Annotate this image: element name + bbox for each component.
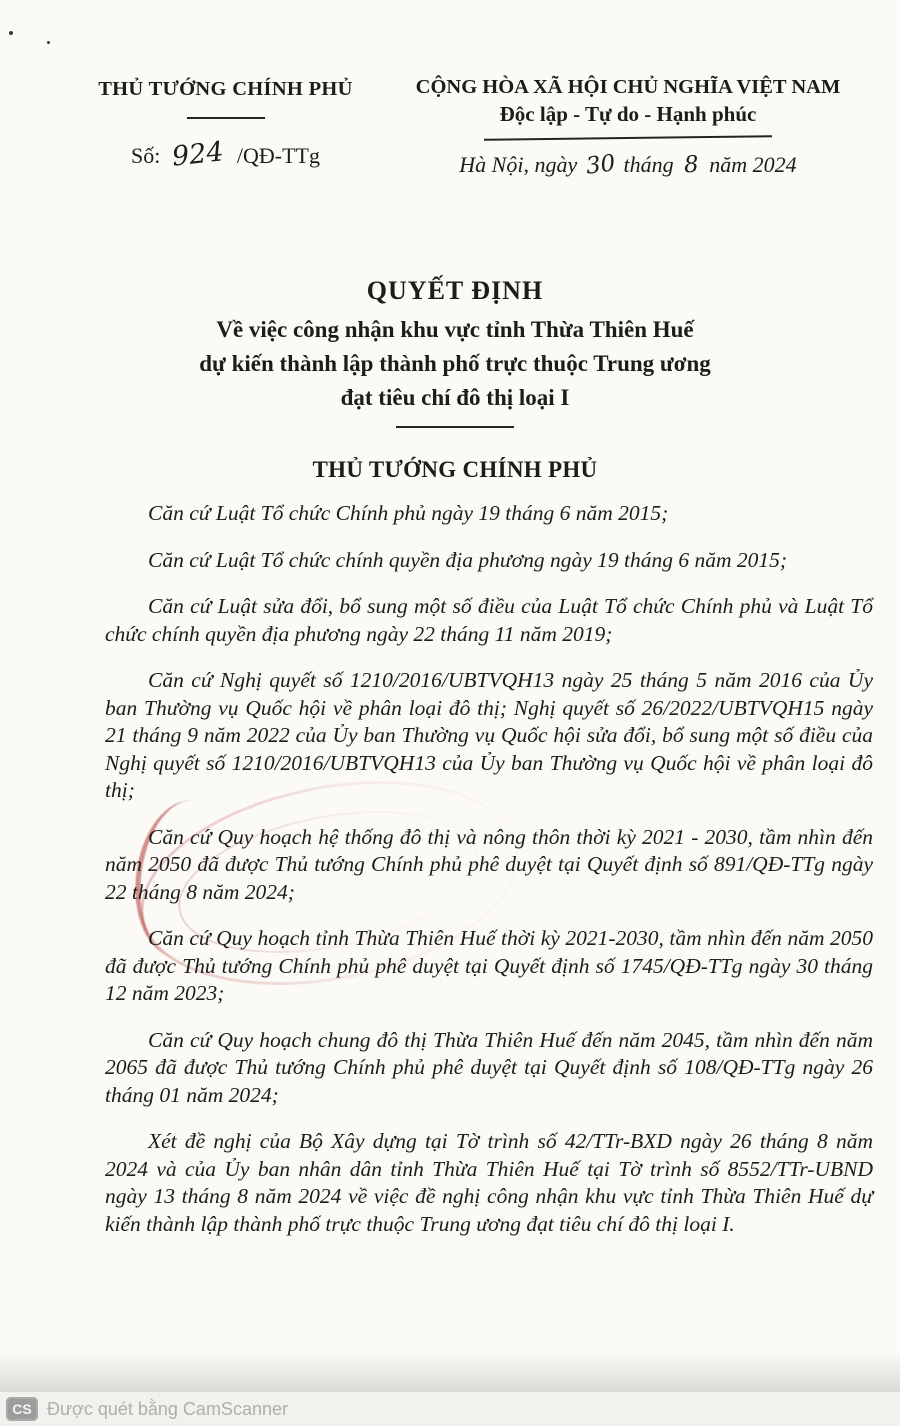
header-issuer-block xyxy=(58,78,393,173)
date-prefix: Hà Nội, ngày xyxy=(459,152,578,177)
issuing-authority-heading: THỦ TƯỚNG CHÍNH PHỦ xyxy=(312,457,598,482)
document-subject-line-2: dự kiến thành lập thành phố trực thuộc Trung ương xyxy=(199,351,711,376)
legal-basis-paragraph: Căn cứ Luật sửa đổi, bổ sung một số điều của Luật Tổ chức Chính phủ và Luật Tổ chức chính quyền địa phương ngày 22 tháng 11 năm 2019; xyxy=(105,594,873,646)
legal-basis-paragraph: Căn cứ Luật Tổ chức chính quyền địa phương ngày 19 tháng 6 năm 2015; xyxy=(148,547,788,572)
title-underline xyxy=(396,426,514,428)
scan-artifact-dot xyxy=(47,41,50,44)
legal-basis-paragraph: Căn cứ Quy hoạch hệ thống đô thị và nông thôn thời kỳ 2021 - 2030, tầm nhìn đến năm 2050 đã được Thủ tướng Chính phủ phê duyệt tại Quyết định số 891/QĐ-TTg ngày 22 tháng 8 năm 2024; xyxy=(105,824,873,904)
document-subject xyxy=(20,313,890,415)
document-type-heading: QUYẾT ĐỊNH xyxy=(366,276,544,305)
document-subject-line-1: Về việc công nhận khu vực tỉnh Thừa Thiên Huế xyxy=(216,317,694,342)
legal-basis-paragraph: Căn cứ Quy hoạch chung đô thị Thừa Thiên Huế đến năm 2045, tầm nhìn đến năm 2065 đã được Thủ tướng Chính phủ phê duyệt tại Quyết định số 108/QĐ-TTg ngày 26 tháng 01 năm 2024; xyxy=(105,1027,873,1107)
date-thang-label: tháng xyxy=(623,152,674,177)
national-motto: Độc lập - Tự do - Hạnh phúc xyxy=(499,102,757,126)
issuer-name: THỦ TƯỚNG CHÍNH PHỦ xyxy=(98,78,353,100)
camscanner-watermark-bar xyxy=(0,1392,900,1426)
motto-underline xyxy=(484,135,772,141)
date-month-handwritten: 8 xyxy=(683,151,700,179)
document-number-suffix: /QĐ-TTg xyxy=(236,143,320,168)
date-year: năm 2024 xyxy=(709,152,797,177)
document-number-label: Số: xyxy=(131,143,161,168)
legal-basis-paragraph: Căn cứ Nghị quyết số 1210/2016/UBTVQH13 ngày 25 tháng 5 năm 2016 của Ủy ban Thường vụ Quốc hội về phân loại đô thị; Nghị quyết số 26/2022/UBTVQH15 ngày 21 tháng 9 năm 2022 của Ủy ban Thường vụ Quốc hội sửa đổi, bổ sung một số điều của Nghị quyết số 1210/2016/UBTVQH13 của Ủy ban Thường vụ Quốc hội về phân loại đô thị; xyxy=(105,668,873,802)
date-day-handwritten: 30 xyxy=(584,150,617,180)
title-block xyxy=(20,276,890,483)
document-number-handwritten: 924 xyxy=(170,136,225,173)
document-number-line xyxy=(58,136,393,173)
place-date-line xyxy=(393,152,863,178)
proposal-paragraph: Xét đề nghị của Bộ Xây dựng tại Tờ trình số 42/TTr-BXD ngày 26 tháng 8 năm 2024 và của Ủy ban nhân dân tỉnh Thừa Thiên Huế tại Tờ trình số 8552/TTr-UBND ngày 13 tháng 8 năm 2024 về việc đề nghị công nhận khu vực tỉnh Thừa Thiên Huế dự kiến thành lập thành phố trực thuộc Trung ương đạt tiêu chí đô thị loại I. xyxy=(105,1129,873,1236)
camscanner-watermark-text: Được quét bằng CamScanner xyxy=(47,1398,288,1419)
legal-basis-paragraph: Căn cứ Quy hoạch tỉnh Thừa Thiên Huế thời kỳ 2021-2030, tầm nhìn đến năm 2050 đã được Thủ tướng Chính phủ phê duyệt tại Quyết định số 1745/QĐ-TTg ngày 30 tháng 12 năm 2023; xyxy=(105,926,873,1005)
legal-basis-paragraph: Căn cứ Luật Tổ chức Chính phủ ngày 19 tháng 6 năm 2015; xyxy=(148,501,669,525)
document-subject-line-3: đạt tiêu chí đô thị loại I xyxy=(340,385,570,410)
country-motto-title: CỘNG HÒA XÃ HỘI CHỦ NGHĨA VIỆT NAM xyxy=(415,76,841,98)
scan-artifact-dot xyxy=(9,31,13,35)
document-body xyxy=(105,500,873,1238)
camscanner-logo-icon: CS xyxy=(6,1397,38,1421)
issuer-underline xyxy=(187,117,265,119)
header-national-block xyxy=(393,76,863,178)
scan-shadow-band xyxy=(0,1352,900,1392)
